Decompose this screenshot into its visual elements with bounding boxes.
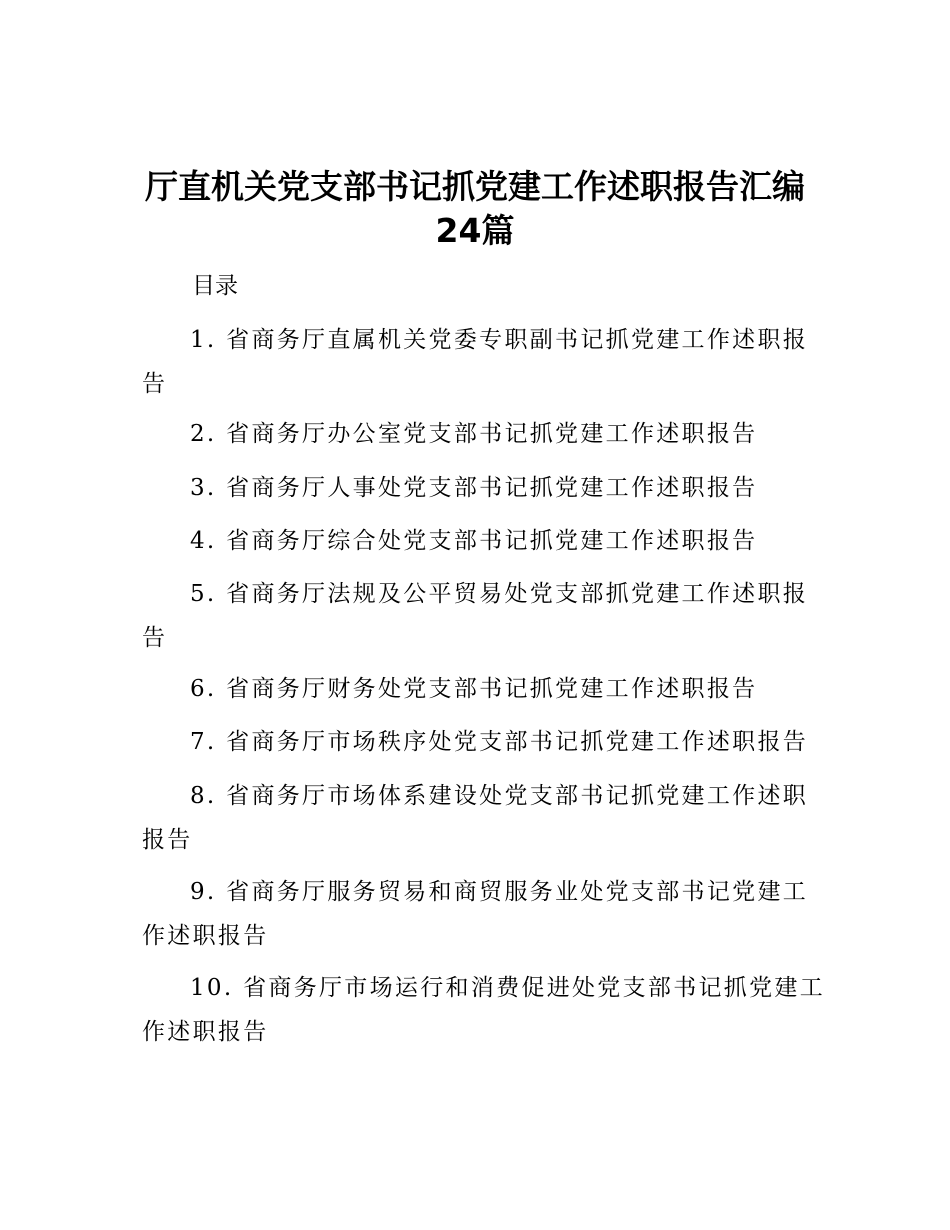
toc-item-9-continuation: 作述职报告: [142, 923, 269, 949]
toc-item-2: 2. 省商务厅办公室党支部书记抓党建工作述职报告: [190, 421, 758, 447]
document-title-line-2: 24篇: [435, 211, 515, 250]
toc-item-10-continuation: 作述职报告: [142, 1019, 269, 1045]
toc-item-8-continuation: 报告: [142, 827, 193, 853]
toc-item-7: 7. 省商务厅市场秩序处党支部书记抓党建工作述职报告: [190, 729, 809, 755]
toc-item-10: 10. 省商务厅市场运行和消费促进处党支部书记抓党建工: [190, 975, 825, 1001]
toc-item-9: 9. 省商务厅服务贸易和商贸服务业处党支部书记党建工: [190, 879, 809, 905]
toc-heading: 目录: [192, 273, 238, 299]
toc-item-5: 5. 省商务厅法规及公平贸易处党支部抓党建工作述职报: [190, 581, 809, 607]
toc-item-8: 8. 省商务厅市场体系建设处党支部书记抓党建工作述职: [190, 783, 809, 809]
toc-item-6: 6. 省商务厅财务处党支部书记抓党建工作述职报告: [190, 676, 758, 702]
toc-item-1-continuation: 告: [142, 371, 168, 397]
toc-item-4: 4. 省商务厅综合处党支部书记抓党建工作述职报告: [190, 528, 758, 554]
toc-item-1: 1. 省商务厅直属机关党委专职副书记抓党建工作述职报: [190, 327, 809, 353]
document-title-line-1: 厅直机关党支部书记抓党建工作述职报告汇编: [145, 167, 805, 206]
toc-item-5-continuation: 告: [142, 625, 168, 651]
toc-item-3: 3. 省商务厅人事处党支部书记抓党建工作述职报告: [190, 475, 758, 501]
